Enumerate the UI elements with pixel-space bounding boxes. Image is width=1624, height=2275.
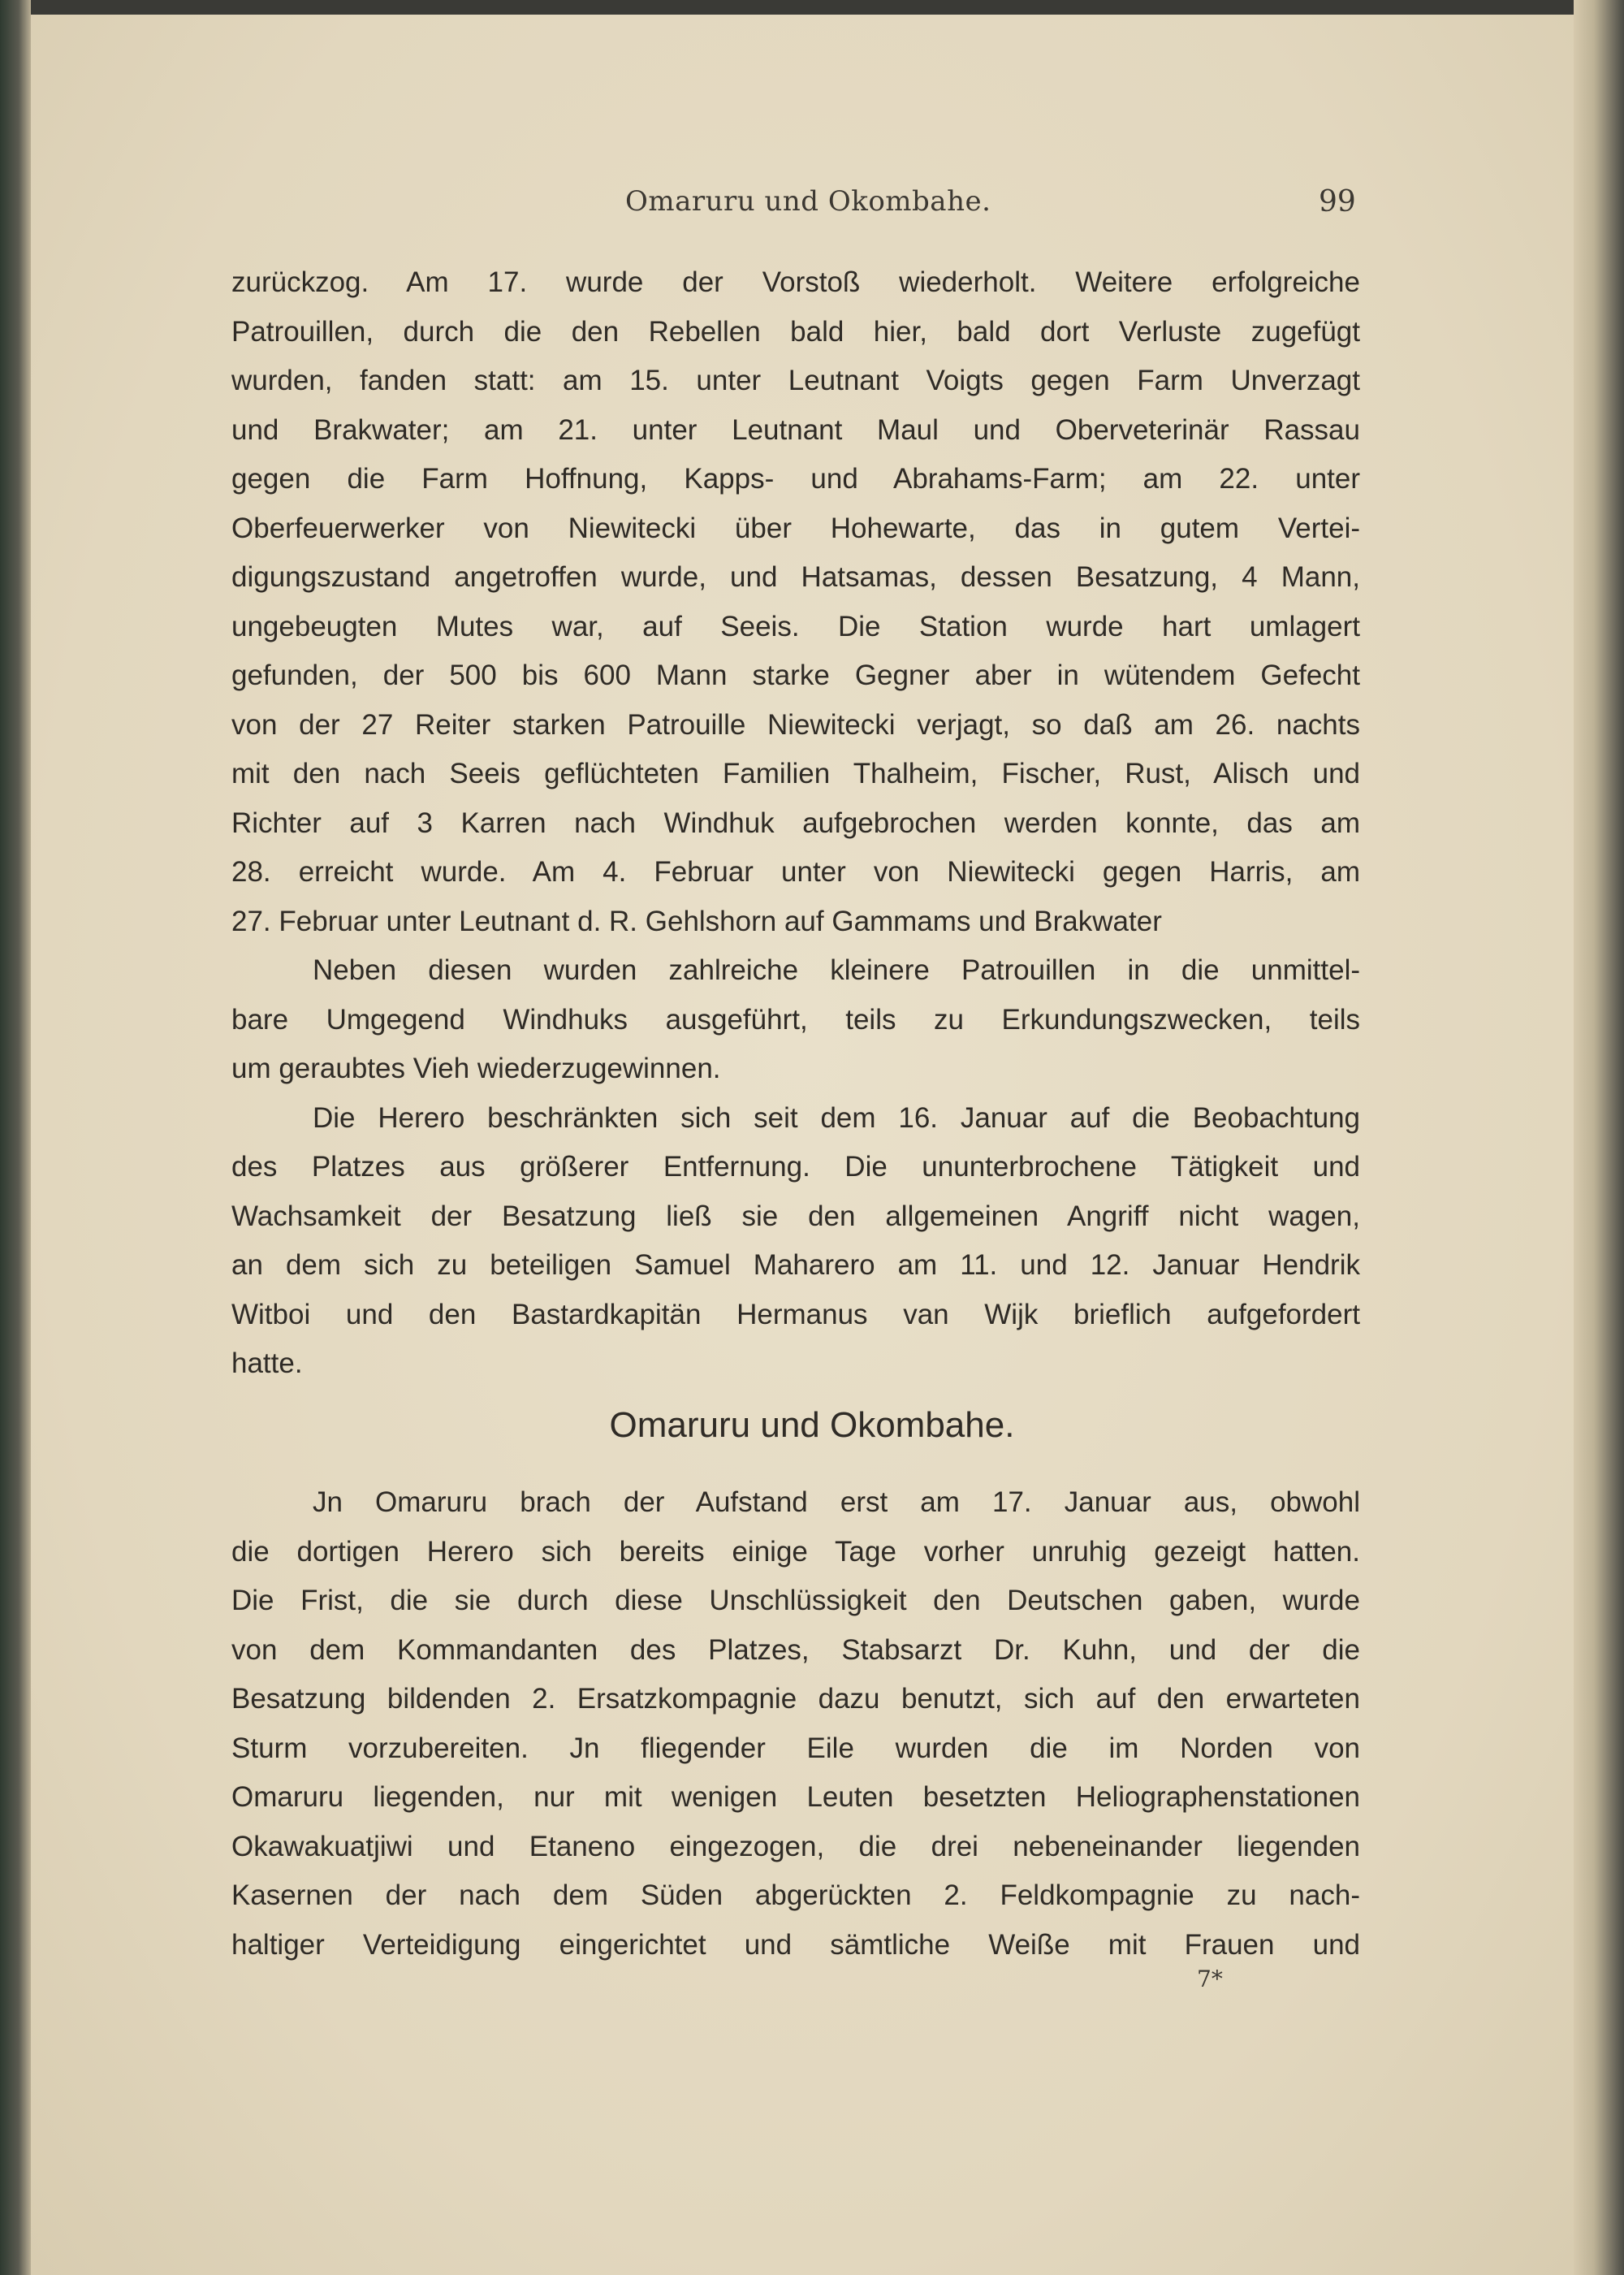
text-line: Witboi und den Bastardkapitän Hermanus van Wijk brieflich aufgefordert — [231, 1298, 1360, 1330]
text-line: mit den nach Seeis geflüchteten Familien Thalheim, Fischer, Rust, Alisch und — [231, 758, 1360, 789]
text-line: 28. erreicht wurde. Am 4. Februar unter von Niewitecki gegen Harris, am — [231, 856, 1360, 888]
page-number: 99 — [1319, 185, 1356, 218]
text-line: Wachsamkeit der Besatzung ließ sie den allgemeinen Angriff nicht wagen, — [231, 1200, 1360, 1232]
running-header: Omaruru und Okombahe. — [625, 185, 991, 218]
text-line: Oberfeuerwerker von Niewitecki über Hohewarte, das in gutem Vertei- — [231, 512, 1360, 544]
text-line: von dem Kommandanten des Platzes, Stabsarzt Dr. Kuhn, und der die — [231, 1633, 1360, 1666]
text-line: digungszustand angetroffen wurde, und Hatsamas, dessen Besatzung, 4 Mann, — [231, 561, 1360, 593]
text-line: Richter auf 3 Karren nach Windhuk aufgebrochen werden konnte, das am — [231, 807, 1360, 839]
text-line: haltiger Verteidigung eingerichtet und sämtliche Weiße mit Frauen und — [231, 1928, 1360, 1961]
book-binding — [0, 0, 31, 2275]
text-line: Omaruru liegenden, nur mit wenigen Leuten besetzten Heliographenstationen — [231, 1781, 1360, 1813]
text-line: Patrouillen, durch die den Rebellen bald hier, bald dort Verluste zugefügt — [231, 315, 1360, 348]
text-line: von der 27 Reiter starken Patrouille Niewitecki verjagt, so daß am 26. nachts — [231, 708, 1360, 741]
text-line: des Platzes aus größerer Entfernung. Die ununterbrochene Tätigkeit und — [231, 1151, 1360, 1183]
text-line: Die Frist, die sie durch diese Unschlüssigkeit den Deutschen gaben, wurde — [231, 1585, 1360, 1616]
text-line: Jn Omaruru brach der Aufstand erst am 17. Januar aus, obwohl — [313, 1486, 1360, 1518]
text-line: um geraubtes Vieh wiederzugewinnen. — [231, 1053, 721, 1084]
text-line: Sturm vorzubereiten. Jn fliegender Eile wurden die im Norden von — [231, 1732, 1360, 1764]
text-line: bare Umgegend Windhuks ausgeführt, teils zu Erkundungszwecken, teils — [231, 1003, 1360, 1036]
text-line: hatte. — [231, 1347, 303, 1379]
text-line: Okawakuatjiwi und Etaneno eingezogen, die drei nebeneinander liegenden — [231, 1830, 1360, 1862]
text-line: an dem sich zu beteiligen Samuel Maharero am 11. und 12. Januar Hendrik — [231, 1249, 1360, 1281]
text-line: Neben diesen wurden zahlreiche kleinere Patrouillen in die unmittel- — [313, 954, 1360, 986]
signature-mark: 7* — [1197, 1966, 1223, 1992]
text-line: ungebeugten Mutes war, auf Seeis. Die Station wurde hart umlagert — [231, 610, 1360, 642]
text-line: Die Herero beschränkten sich seit dem 16. Januar auf die Beobachtung — [313, 1101, 1360, 1134]
text-line: 27. Februar unter Leutnant d. R. Gehlshorn auf Gammams und Brakwater — [231, 905, 1162, 937]
text-line: gegen die Farm Hoffnung, Kapps- und Abrahams-Farm; am 22. unter — [231, 463, 1360, 495]
text-line: Kasernen der nach dem Süden abgerückten 2. Feldkompagnie zu nach- — [231, 1879, 1360, 1911]
text-block-1 — [231, 258, 1360, 1389]
text-block-2 — [231, 1478, 1360, 1970]
page-edge — [1574, 0, 1624, 2275]
text-line: wurden, fanden statt: am 15. unter Leutnant Voigts gegen Farm Unverzagt — [231, 365, 1360, 396]
text-line: die dortigen Herero sich bereits einige Tage vorher unruhig gezeigt hatten. — [231, 1535, 1360, 1568]
text-line: gefunden, der 500 bis 600 Mann starke Gegner aber in wütendem Gefecht — [231, 660, 1360, 691]
text-line: und Brakwater; am 21. unter Leutnant Maul und Oberveterinär Rassau — [231, 413, 1360, 446]
text-line: Besatzung bildenden 2. Ersatzkompagnie dazu benutzt, sich auf den erwarteten — [231, 1683, 1360, 1715]
section-heading: Omaruru und Okombahe. — [609, 1405, 1015, 1445]
text-line: zurückzog. Am 17. wurde der Vorstoß wiederholt. Weitere erfolgreiche — [231, 266, 1360, 298]
